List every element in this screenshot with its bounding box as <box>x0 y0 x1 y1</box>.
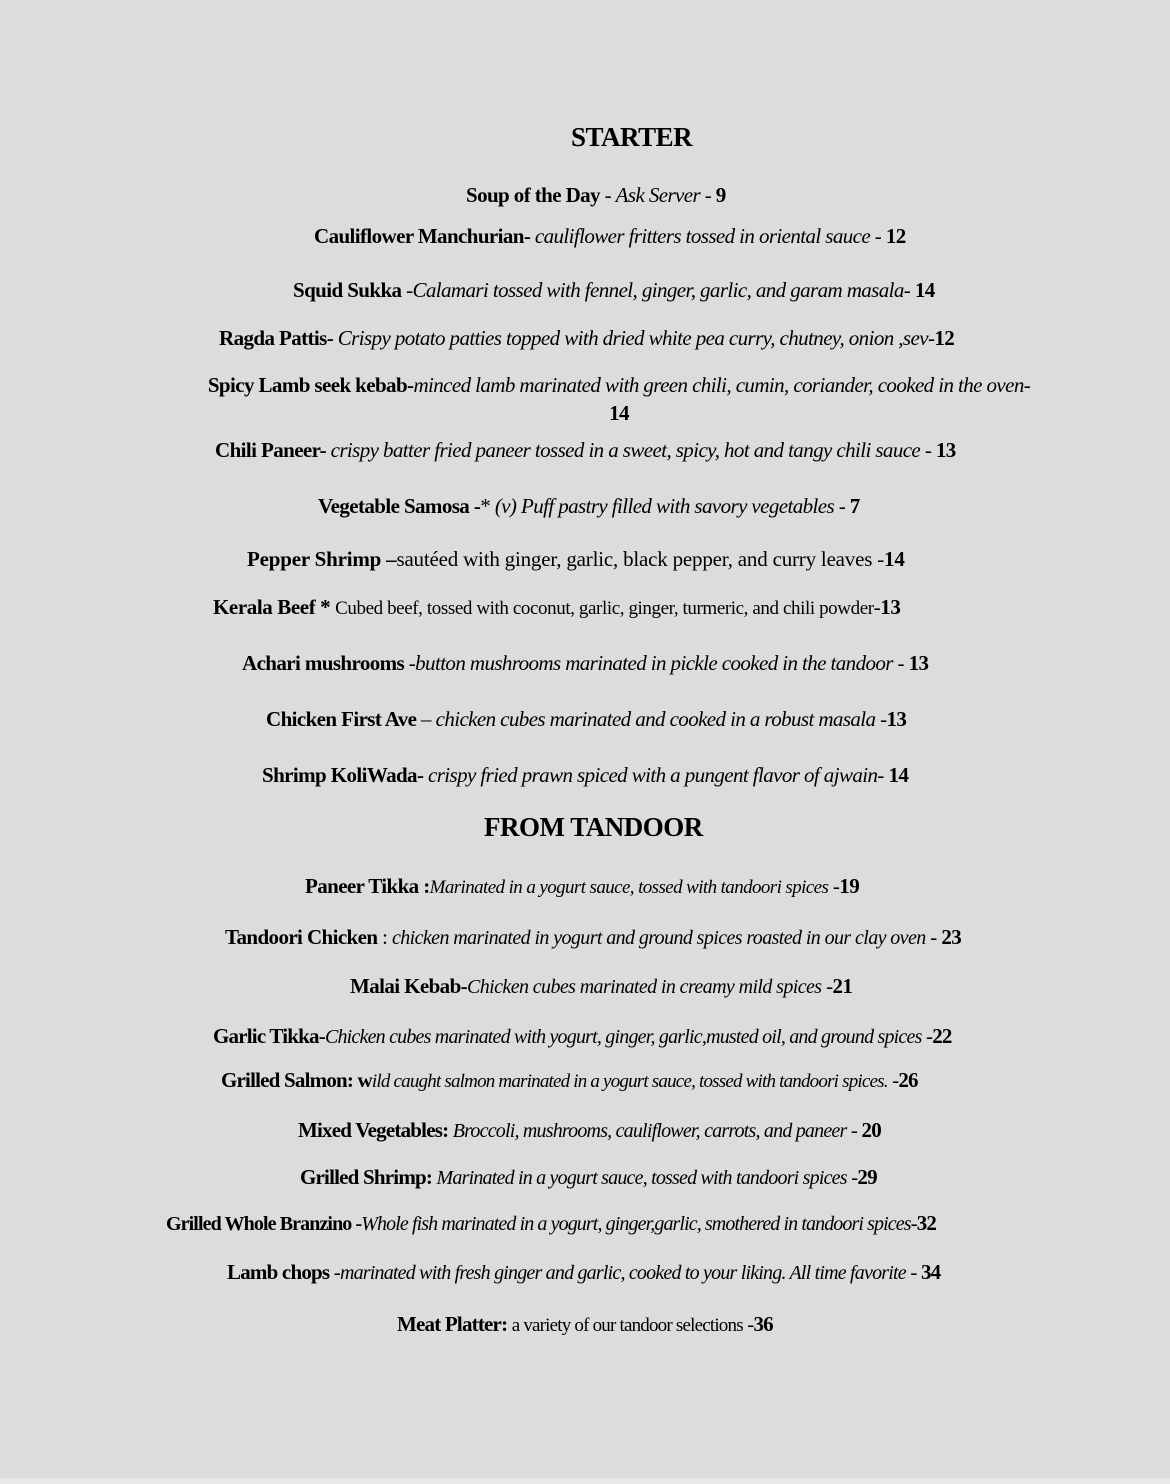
item-price: 23 <box>941 925 962 949</box>
menu-item <box>215 436 956 464</box>
item-separator: - <box>404 651 416 675</box>
price-separator: - <box>700 183 716 207</box>
item-name: Ragda Pattis- <box>219 326 334 350</box>
item-name: Cauliflower Manchurian- <box>314 224 531 248</box>
item-price: 22 <box>932 1024 952 1048</box>
item-price: 19 <box>839 874 860 898</box>
price-separator: - <box>905 1260 921 1284</box>
price-separator: - <box>742 1312 754 1336</box>
item-description: Crispy potato patties topped with dried white pea curry, chutney, onion ,sev <box>337 326 928 350</box>
price-separator: - <box>846 1118 862 1142</box>
item-price: 9 <box>715 183 726 207</box>
item-price: 14 <box>888 763 909 787</box>
item-separator: : <box>377 925 392 949</box>
item-price: 20 <box>861 1118 881 1142</box>
item-separator: - <box>329 1260 340 1284</box>
item-price: 12 <box>885 224 906 248</box>
item-price: 14 <box>914 278 935 302</box>
item-name: Vegetable Samosa - <box>318 494 481 518</box>
item-name: Malai Kebab- <box>350 974 468 998</box>
menu-item <box>213 593 900 623</box>
menu-item <box>298 1116 881 1145</box>
item-price: 13 <box>886 707 907 731</box>
item-name: Shrimp KoliWada- <box>262 763 424 787</box>
item-description: Chicken cubes marinated in creamy mild spices <box>467 976 822 998</box>
price-separator: - <box>925 925 942 949</box>
menu-item <box>225 923 961 952</box>
item-name: Kerala Beef * <box>213 595 331 619</box>
item-price: 13 <box>880 595 901 619</box>
price-separator: - <box>887 1068 899 1092</box>
item-name: Chicken First Ave <box>266 707 417 731</box>
price-separator: - <box>875 707 887 731</box>
item-price: 13 <box>908 651 929 675</box>
item-name: Meat Platter: <box>397 1312 508 1336</box>
item-name: Garlic Tikka- <box>213 1024 325 1048</box>
item-name: Chili Paneer- <box>215 438 326 462</box>
item-description: Whole fish marinated in a yogurt, ginger,garlic, smothered in tandoori spices <box>361 1213 911 1235</box>
item-separator: * <box>480 494 495 518</box>
item-price: 7 <box>849 494 860 518</box>
menu-item <box>247 545 905 573</box>
item-description: Marinated in a yogurt sauce, tossed with tandoori spices <box>429 877 829 898</box>
menu-item <box>166 1209 936 1238</box>
menu-item <box>466 181 726 209</box>
item-description: sautéed with ginger, garlic, black pepper, and curry leaves <box>396 547 873 571</box>
price-separator: - <box>920 438 936 462</box>
price-separator: - <box>828 874 840 898</box>
menu-item <box>227 1258 940 1287</box>
item-price: 36 <box>753 1312 773 1336</box>
menu-item <box>266 705 906 733</box>
section-title-from-tandoor: FROM TANDOOR <box>484 812 703 842</box>
page-bottom-edge <box>0 1478 1170 1484</box>
item-description: crispy fried prawn spiced with a pungent flavor of ajwain <box>428 763 878 787</box>
item-price: 21 <box>832 974 853 998</box>
item-description: chicken marinated in yogurt and ground spices roasted in our clay oven <box>391 927 926 949</box>
item-description: marinated with fresh ginger and garlic, cooked to your liking. All time favorite <box>339 1262 906 1284</box>
item-description: cauliflower fritters tossed in oriental sauce <box>534 224 871 248</box>
menu-item <box>350 972 852 1001</box>
item-description: a variety of our tandoor selections <box>511 1315 743 1336</box>
price-separator: - <box>910 1211 917 1235</box>
item-description: Broccoli, mushrooms, cauliflower, carrots, and paneer <box>452 1120 847 1142</box>
menu-item <box>293 276 935 304</box>
price-separator: - <box>834 494 850 518</box>
menu-item <box>221 1066 918 1096</box>
menu-item <box>242 649 928 677</box>
item-name: Tandoori Chicken <box>225 925 378 949</box>
item-price: 26 <box>898 1068 918 1092</box>
item-description: Cubed beef, tossed with coconut, garlic, ginger, turmeric, and chili powder <box>335 598 874 619</box>
price-separator: - <box>903 278 915 302</box>
menu-item <box>397 1310 773 1340</box>
menu-item <box>204 371 1034 427</box>
item-name: Grilled Shrimp: <box>300 1165 433 1189</box>
item-description: button mushrooms marinated in pickle cooked in the tandoor <box>415 651 893 675</box>
item-name: Pepper Shrimp – <box>247 547 397 571</box>
price-separator: - <box>846 1165 858 1189</box>
item-separator: – <box>416 707 436 731</box>
price-separator: - <box>821 974 833 998</box>
item-separator: - <box>401 278 413 302</box>
item-name: Grilled Whole Branzino - <box>166 1213 362 1235</box>
item-description: Calamari tossed with fennel, ginger, garlic, and garam masala <box>412 278 904 302</box>
item-description: chicken cubes marinated and cooked in a robust masala <box>435 707 876 731</box>
menu-item <box>262 761 908 789</box>
price-separator: - <box>921 1024 933 1048</box>
item-description: crispy batter fried paneer tossed in a sweet, spicy, hot and tangy chili sauce <box>330 438 921 462</box>
menu-item <box>219 324 954 352</box>
item-separator: - <box>599 183 616 207</box>
item-description: Chicken cubes marinated with yogurt, ginger, garlic,musted oil, and ground spices <box>324 1026 922 1048</box>
menu-item <box>305 872 859 902</box>
price-separator: - <box>870 224 886 248</box>
menu-item <box>300 1163 877 1192</box>
item-name: Soup of the Day <box>466 183 600 207</box>
item-description: Ask Server <box>615 183 701 207</box>
menu-item <box>314 222 906 250</box>
item-name: Lamb chops <box>227 1260 330 1284</box>
price-separator: - <box>892 651 909 675</box>
price-separator: - <box>1023 373 1031 397</box>
item-name: Grilled Salmon: w <box>221 1068 372 1092</box>
item-price: 13 <box>935 438 956 462</box>
item-name: Squid Sukka <box>293 278 402 302</box>
item-name: Mixed Vegetables: <box>298 1118 449 1142</box>
price-separator: - <box>872 547 885 571</box>
item-price: 34 <box>920 1260 941 1284</box>
item-description: ild caught salmon marinated in a yogurt sauce, tossed with tandoori spices. <box>371 1071 888 1092</box>
section-title-starter: STARTER <box>571 122 693 152</box>
item-price: 14 <box>609 401 629 425</box>
item-description: minced lamb marinated with green chili, cumin, coriander, cooked in the oven <box>413 373 1024 397</box>
menu-item <box>213 1022 952 1051</box>
item-price: 12 <box>934 326 955 350</box>
menu-item <box>318 492 860 520</box>
item-description: (v) Puff pastry filled with savory vegetables <box>494 494 835 518</box>
item-name: Achari mushrooms <box>242 651 405 675</box>
item-name: Paneer Tikka : <box>305 874 430 898</box>
item-price: 29 <box>857 1165 877 1189</box>
item-name: Spicy Lamb seek kebab- <box>207 373 414 397</box>
item-description: Marinated in a yogurt sauce, tossed with tandoori spices <box>436 1167 847 1189</box>
item-price: 32 <box>916 1211 936 1235</box>
price-separator: - <box>873 595 881 619</box>
item-price: 14 <box>884 547 905 571</box>
price-separator: - <box>877 763 889 787</box>
price-separator: - <box>927 326 935 350</box>
